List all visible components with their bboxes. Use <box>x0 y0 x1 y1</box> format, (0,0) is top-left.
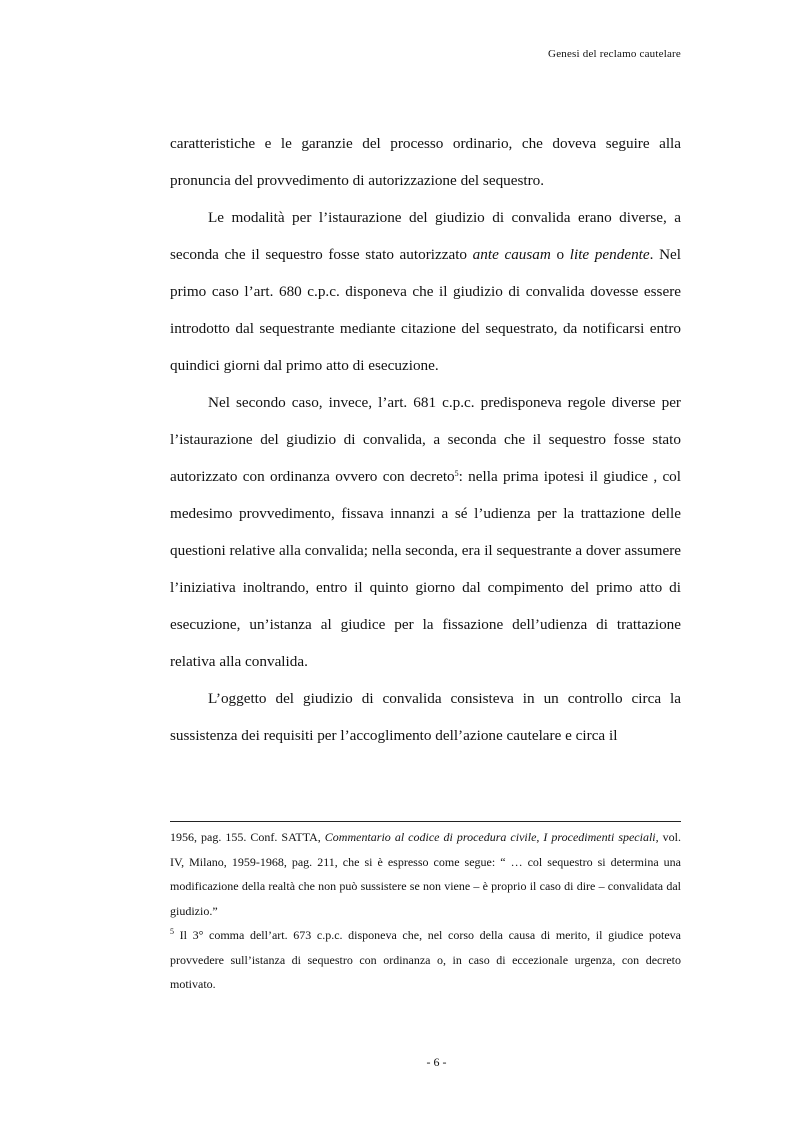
paragraph-4-text: L’oggetto del giudizio di convalida consisteva in un controllo circa la sussistenza dei requisiti per l’accoglimento dell’azione cautelare e circa il <box>170 690 681 744</box>
footnote-5-number: 5 <box>170 927 174 936</box>
footnotes <box>170 825 681 997</box>
paragraph-2-text-c: . Nel primo caso l’art. 680 c.p.c. disponeva che il giudizio di convalida dovesse essere introdotto dal sequestrante mediante citazione del sequestrato, da notificarsi entro quindici giorni dal primo atto di esecuzione. <box>170 246 682 374</box>
paragraph-2 <box>170 199 681 384</box>
paragraph-1-text: caratteristiche e le garanzie del processo ordinario, che doveva seguire alla pronuncia del provvedimento di autorizzazione del sequestro. <box>170 135 681 189</box>
main-text <box>170 125 681 754</box>
footnote-5 <box>170 923 681 997</box>
footnote-continuation-italic-title: Commentario al codice di procedura civile, I procedimenti speciali, <box>324 830 659 844</box>
page-number: - 6 - <box>426 1055 447 1069</box>
paragraph-3 <box>170 384 681 680</box>
paragraph-2-text-b: o <box>550 246 570 263</box>
paragraph-3-text-b: : nella prima ipotesi il giudice , col medesimo provvedimento, fissava innanzi a sé l’udienza per la trattazione delle questioni relative alla convalida; nella seconda, era il sequestrante a dover assumere l’iniziativa inoltrando, entro il quinto giorno dal compimento del primo atto di esecuzione, un’istanza al giudice per la fissazione dell’udienza di trattazione relativa alla convalida. <box>170 468 681 670</box>
running-header: Genesi del reclamo cautelare <box>548 48 681 60</box>
paragraph-2-text-a: Le modalità per l’istaurazione del giudizio di convalida erano diverse, a seconda che il sequestro fosse stato autorizzato <box>170 209 681 263</box>
paragraph-4 <box>170 680 681 754</box>
footnote-reference-5[interactable]: 5 <box>454 469 459 478</box>
footnote-separator <box>170 821 681 822</box>
footnote-continuation-text-a: 1956, pag. 155. Conf. SATTA, <box>170 830 325 844</box>
paragraph-2-italic-ante-causam: ante causam <box>472 246 551 263</box>
paragraph-3-text-a: Nel secondo caso, invece, l’art. 681 c.p.c. predisponeva regole diverse per l’istaurazione del giudizio di convalida, a seconda che il sequestro fosse stato autorizzato con ordinanza ovvero con decreto <box>170 394 681 485</box>
paragraph-2-italic-lite-pendente: lite pendente <box>569 246 650 263</box>
footnote-continuation <box>170 825 681 923</box>
footnote-continuation-text-b: vol. IV, Milano, 1959-1968, pag. 211, che si è espresso come segue: “ … col sequestro si determina una modificazione della realtà che non può sussistere se non viene – è proprio il caso di dire – convalidata dal giudizio.” <box>170 830 681 918</box>
footnote-5-text: Il 3° comma dell’art. 673 c.p.c. disponeva che, nel corso della causa di merito, il giudice poteva provvedere sull’istanza di sequestro con ordinanza o, in caso di eccezionale urgenza, con decreto motivato. <box>170 928 681 991</box>
paragraph-1 <box>170 125 681 199</box>
